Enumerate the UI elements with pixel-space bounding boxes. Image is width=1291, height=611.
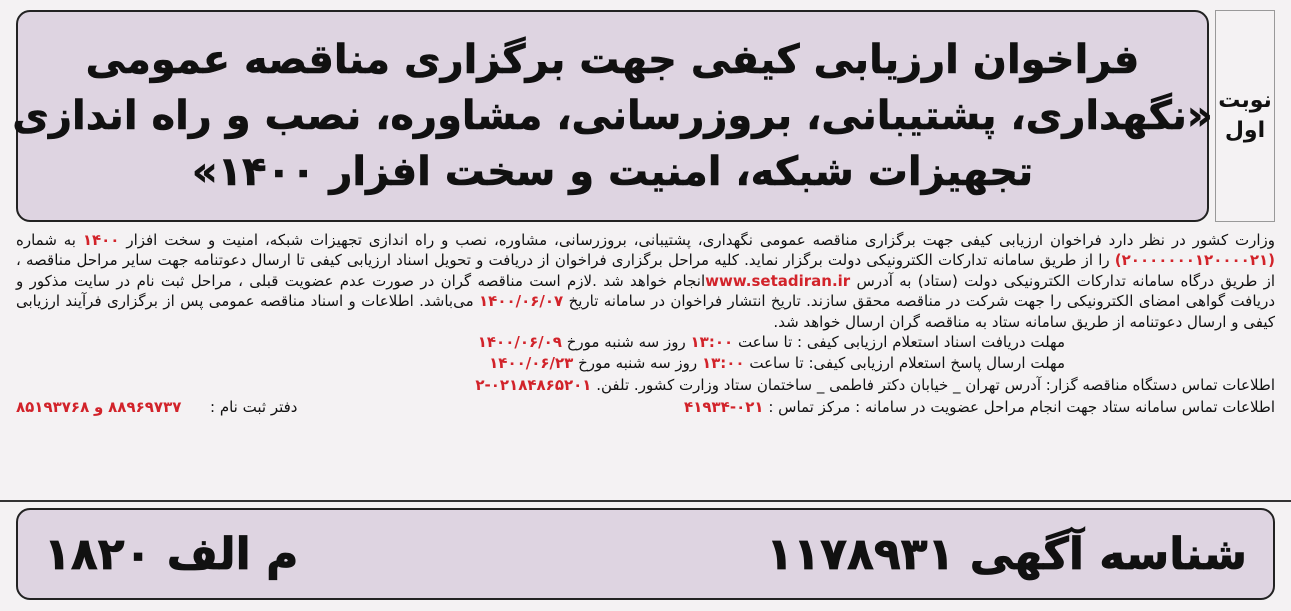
contact-address: اطلاعات تماس دستگاه مناقصه گزار: آدرس تهران _ خیابان دکتر فاطمی _ ساختمان ستاد وزارت کشور. تلفن. — [596, 376, 1275, 395]
body-text: می‌باشد. اطلاعات و اسناد مناقصه عمومی پس از برگزاری فرآیند ارزیابی کیفی و ارسال دعوتنامه از طریق سامانه ستاد به مناقصه گران ارسال خواهد شد. — [16, 292, 1275, 331]
ad-id: شناسه آگهی ۱۱۷۸۹۳۱ — [766, 529, 1247, 580]
ad-code: م الف ۱۸۲۰ — [44, 529, 299, 580]
setad-link[interactable]: www.setadiran.ir — [705, 271, 851, 290]
publish-date: ۱۴۰۰/۰۶/۰۷ — [479, 292, 564, 311]
body-text: را از طریق سامانه تدارکات الکترونیکی دولت برگزار نماید. کلیه مراحل برگزاری فراخوان از دریافت و تحویل اسناد ارزیابی کیفی تا ارسال دعوتنامه جهت سایر مراحل مناقصه ، از طریق درگاه سامانه تدارکات الکترونیکی دولت (ستاد) به آدرس — [16, 251, 1275, 290]
registration-office — [16, 396, 297, 418]
title-line-1: فراخوان ارزیابی کیفی جهت برگزاری مناقصه عمومی — [85, 37, 1140, 83]
contact-organizer — [16, 374, 1275, 396]
deadline-documents — [16, 332, 1275, 353]
registration-phone-2: ۸۵۱۹۳۷۶۸ — [16, 398, 90, 417]
announcement-body — [16, 230, 1275, 495]
contact-setad-main — [684, 396, 1275, 418]
deadline-label: مهلت ارسال پاسخ استعلام ارزیابی کیفی: تا ساعت — [749, 354, 1065, 373]
deadline-date: ۱۴۰۰/۰۶/۲۳ — [489, 354, 574, 373]
contact-label: اطلاعات تماس سامانه ستاد جهت انجام مراحل عضویت در سامانه : مرکز تماس : — [768, 398, 1275, 417]
tender-number: (۲۰۰۰۰۰۰۰۱۲۰۰۰۰۲۱) — [1114, 251, 1275, 270]
deadline-time: ۱۳:۰۰ — [690, 333, 734, 352]
deadline-response — [16, 353, 1275, 374]
deadline-day: روز سه شنبه مورخ — [566, 333, 686, 352]
deadline-label: مهلت دریافت اسناد استعلام ارزیابی کیفی : تا ساعت — [737, 333, 1065, 352]
title-line-2: «نگهداری، پشتیبانی، بروزرسانی، مشاوره، نصب و راه اندازی — [12, 93, 1213, 139]
deadline-time: ۱۳:۰۰ — [701, 354, 745, 373]
body-text: وزارت کشور در نظر دارد فراخوان ارزیابی کیفی جهت برگزاری مناقصه عمومی نگهداری، پشتیبانی، بروزرسانی، مشاوره، نصب و راه اندازی تجهیزات شبکه، امنیت و سخت افزار — [126, 231, 1275, 249]
footer-box — [16, 508, 1275, 600]
contact-setad — [16, 396, 1275, 418]
main-paragraph — [16, 230, 1275, 332]
deadline-date: ۱۴۰۰/۰۶/۰۹ — [477, 333, 562, 352]
year-value: ۱۴۰۰ — [82, 231, 120, 249]
body-text: انجام خواهد شد .لازم است مناقصه گران در صورت عدم عضویت قبلی ، مراحل ثبت نام در سایت مذکور و دریافت گواهی امضای الکترونیکی را جهت شرکت در مناقصه محقق سازند. تاریخ انتشار فراخوان در سامانه تاریخ — [16, 271, 1275, 311]
registration-label: دفتر ثبت نام : — [210, 398, 298, 417]
title-box — [12, 10, 1213, 222]
and-word: و — [94, 398, 104, 417]
deadline-day: روز سه شنبه مورخ — [578, 354, 698, 373]
title-line-3: تجهیزات شبکه، امنیت و سخت افزار ۱۴۰۰» — [191, 149, 1034, 195]
turn-value: اول — [1224, 118, 1266, 143]
divider — [0, 500, 1291, 502]
body-text: به شماره — [16, 231, 76, 249]
contact-phone: ۰۲۱۸۴۸۶۵۲۰۱-۲ — [475, 376, 592, 395]
call-center-phone: ۰۲۱-۴۱۹۳۴ — [684, 398, 764, 417]
publication-turn-box — [1215, 10, 1275, 222]
registration-phone-1: ۸۸۹۶۹۷۳۷ — [108, 398, 182, 417]
turn-label: نوبت — [1218, 88, 1272, 113]
